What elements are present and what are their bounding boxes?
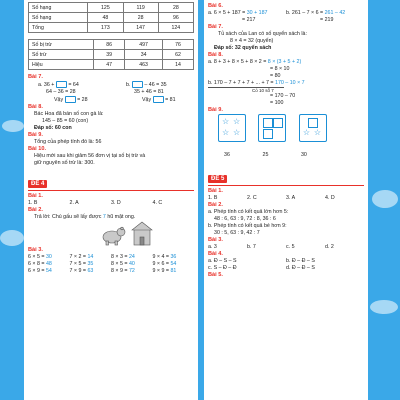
exercise-heading: Bài 7.: [208, 24, 223, 30]
short-answers: a. 3 b. 7 c. 5 d. 2: [208, 244, 334, 250]
exercise-heading: Bài 8.: [28, 103, 43, 110]
exercise-heading: Bài 1.: [208, 188, 223, 194]
exercise-heading: Bài 2.: [28, 206, 43, 213]
true-false-answers: a. Đ – S – S b. Đ – Đ – S: [208, 258, 315, 264]
cloud-decoration: [2, 120, 24, 132]
exercise-heading: Bài 2.: [208, 202, 223, 208]
right-answer-column: Bài 6. a. 6 × 5 + 187 = 30 + 187 = 217 b. 261 – 7 × 6 = 261 – 42 = 219 Bài 7. Tủ sách của Lan có số quyển sách là: 8 × 4 = 32 (quyển) Đáp số: 32 quyển sách Bài 8. a. 8 + 3 + 8 × 5 + 8 × 2 = 8 × (3 + 5 + 2) = 8 × 10 = 80 b. 170 – 7 + 7 + 7 + ... + 7 = 170 – 10 × 7 Có 10 số 7 = 170 – 70 = 100 Bài 9. ☆ ☆ ☆ ☆ ☆ ☆ 36 25 30 ĐỀ 5 Bài 1. 1. B 2. C 3. A 4. D Bài 2. a. Phép tính có kết quả lớn hơn 5: 48 : 6, 63 : 9, 72 : 8, 36 : 6 b. Phép tính có kết quả bé hơn 9: 30 : 5, 63 : 9, 42 : 7 Bài 3. a. 3 b. 7 c. 5 d. 2 Bài 4. a. Đ – S – S b. Đ – Đ – S c. S – Đ – Đ d. Đ – Đ – S Bài 5.: [204, 0, 368, 400]
section-badge-de-5: ĐỀ 5: [208, 175, 227, 183]
cloud-decoration: [370, 300, 398, 314]
exercise-heading: Bài 7.: [28, 74, 43, 80]
addition-table: Số hạng 125 119 28 Số hạng 48 28 96 Tổng 173 147 124: [28, 2, 194, 33]
blank-box: [65, 96, 76, 103]
left-answer-column: Số hạng 125 119 28 Số hạng 48 28 96 Tổng 173 147 124 Số bị trừ 86 497 76 Số trừ 39 34 62 Hiệu 47 463 14 Bài 7. a. 36 + = 64 64 – 36 = 28 Vậy = 28 b. – 46 = 35 35 + 46 = 81 Vậy = 81 Bài 8. Bác Hoa đã bán số con gà là: 145 – 85 = 60 (con) Đáp số: 60 con Bài 9. Tổng của phép tính đó là: 56 Bài 10. Hiệu mới sau khi giảm 56 đơn vị tại số bị trừ và giữ nguyên số trừ là: 300. ĐỀ 4 Bài 1. 1. B 2. A 3. D 4. C Bài 2. Trả lời: Chú gấu sẽ lấy được 7 hũ mật ong. Bài 3. 6 × 5 = 30 7 × 2 = 14 8 × 3 = 24 9 × 4 = 36 6 × 8 = 48 7 × 5 = 35 8 × 5 = 40 9 × 6 = 54 6 × 9 = 54 7 × 9 = 63 8 × 9 = 72 9 × 9 = 81: [24, 0, 198, 400]
bear-house-illustration: [98, 221, 194, 247]
star-icon: ☆: [233, 128, 241, 137]
exercise-7: a. 36 + = 64 64 – 36 = 28 Vậy = 28 b. – 46 = 35 35 + 46 = 81 Vậy = 81: [38, 81, 176, 103]
exercise-heading: Bài 9.: [28, 131, 43, 138]
multiplication-answers: 6 × 5 = 30 7 × 2 = 14 8 × 3 = 24 9 × 4 = 36 6 × 8 = 48 7 × 5 = 35 8 × 5 = 40 9 × 6 = 54 6 × 9 = 54 7 × 9 = 63 8 × 9 = 72 9 × 9 = 81: [28, 253, 177, 274]
mixed-box: [299, 114, 327, 142]
section-badge-de-4: ĐỀ 4: [28, 180, 47, 188]
subtraction-table: Số bị trừ 86 497 76 Số trừ 39 34 62 Hiệu 47 463 14: [28, 39, 194, 70]
multiple-choice-answers: 1. B 2. C 3. A 4. D: [208, 195, 335, 201]
figure-label: 36: [224, 152, 230, 158]
exercise-heading: Bài 3.: [28, 246, 43, 253]
answer-text: Trả lời: Chú gấu sẽ lấy được 7 hũ mật ong.: [34, 213, 136, 220]
star-icon: ☆: [222, 128, 230, 137]
exercise-heading: Bài 9.: [208, 107, 223, 113]
exercise-heading: Bài 8.: [208, 52, 223, 58]
star-icon: ☆: [302, 128, 311, 137]
blank-box: [56, 81, 67, 88]
exercise-6: a. 6 × 5 + 187 = 30 + 187 = 217 b. 261 – 7 × 6 = 261 – 42 = 219: [208, 10, 346, 23]
brace-note: Có 10 số 7: [208, 87, 284, 93]
true-false-answers: c. S – Đ – Đ d. Đ – Đ – S: [208, 265, 315, 271]
multiple-choice-answers: 1. B 2. A 3. D 4. C: [28, 199, 163, 206]
exercise-heading: Bài 3.: [208, 237, 223, 243]
exercise-heading: Bài 1.: [28, 192, 43, 199]
shape-counting-figures: [208, 114, 364, 142]
figure-label: 30: [300, 152, 307, 158]
star-icon: ☆: [222, 117, 230, 126]
cloud-decoration: [0, 230, 24, 246]
exercise-heading: Bài 5.: [208, 272, 223, 278]
blank-box: [132, 81, 143, 88]
squares-box: [258, 114, 286, 142]
blank-box: [153, 96, 164, 103]
stars-box: [218, 114, 246, 142]
figure-label: 25: [262, 152, 269, 158]
exercise-heading: Bài 10.: [28, 145, 47, 152]
exercise-heading: Bài 4.: [208, 251, 223, 257]
star-icon: ☆: [233, 117, 241, 126]
star-icon: ☆: [313, 128, 322, 137]
cloud-decoration: [372, 190, 398, 208]
exercise-heading: Bài 6.: [208, 3, 223, 9]
